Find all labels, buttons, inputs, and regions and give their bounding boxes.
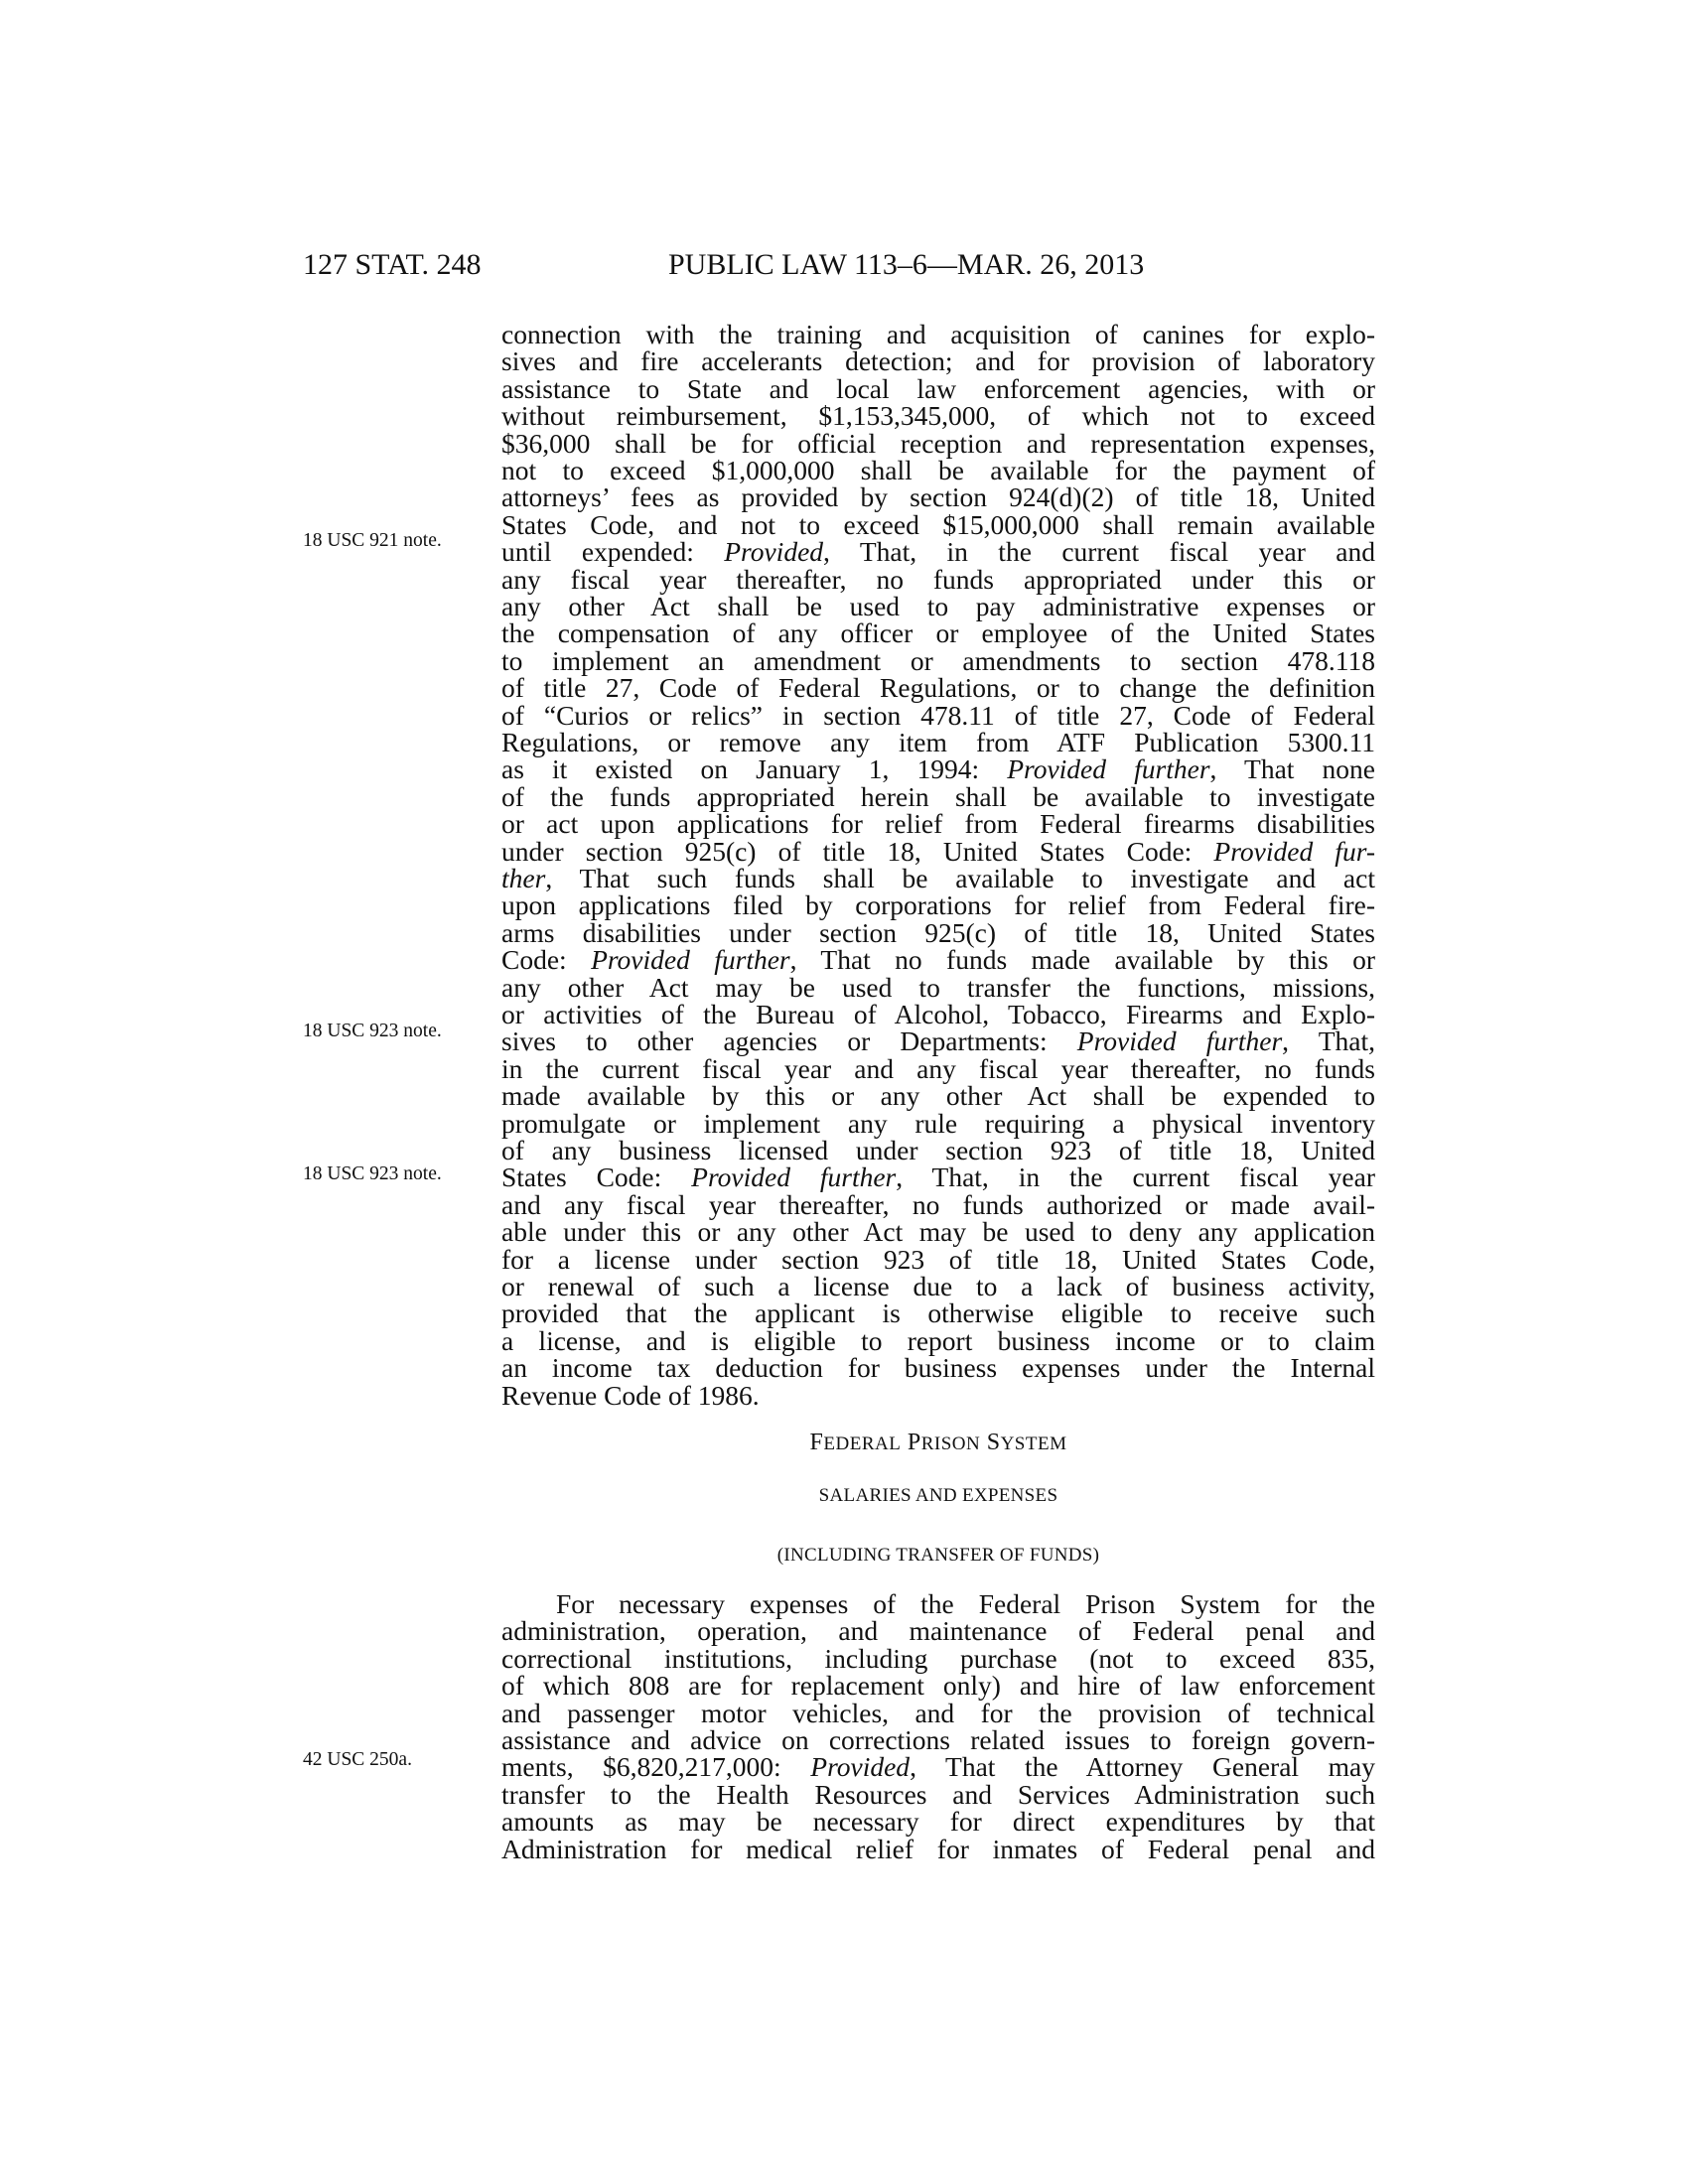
text-line: of which 808 are for replacement only) and hire of law enforcement <box>501 1670 1375 1702</box>
text-line: correctional institutions, including purchase (not to exceed 835, <box>501 1642 1375 1674</box>
text-line: States Code: Provided further, That, in the current fiscal year <box>501 1161 1375 1193</box>
text-line: of “Curios or relics” in section 478.11 of title 27, Code of Federal <box>501 699 1375 731</box>
text-line: ther, That such funds shall be available to investigate and act <box>501 863 1375 893</box>
running-title: PUBLIC LAW 113–6—MAR. 26, 2013 <box>668 248 1145 281</box>
text-line: assistance to State and local law enforcement agencies, with or <box>501 372 1375 404</box>
text-line: as it existed on January 1, 1994: Provided further, That none <box>501 753 1376 785</box>
text-line: the compensation of any officer or employee of the United States <box>501 617 1375 649</box>
text-line: able under this or any other Act may be used to deny any application <box>501 1216 1375 1248</box>
text-line: an income tax deduction for business expenses under the Internal <box>501 1352 1375 1384</box>
text-line: under section 925(c) of title 18, United States Code: Provided fur- <box>501 835 1375 867</box>
text-line: of the funds appropriated herein shall be available to investigate <box>501 780 1375 812</box>
text-line: attorneys’ fees as provided by section 924(d)(2) of title 18, United <box>501 481 1375 513</box>
text-line: arms disabilities under section 925(c) of title 18, United States <box>501 916 1375 948</box>
text-line: upon applications filed by corporations for relief from Federal fire- <box>501 889 1375 921</box>
account-subheading: (INCLUDING TRANSFER OF FUNDS) <box>776 1545 1100 1566</box>
text-line: or renewal of such a license due to a lack of business activity, <box>501 1271 1375 1301</box>
text-line: a license, and is eligible to report business income or to claim <box>501 1324 1375 1356</box>
text-line: amounts as may be necessary for direct expenditures by that <box>501 1806 1375 1838</box>
margin-note: 18 USC 923 note. <box>303 1021 442 1041</box>
page-header <box>303 248 1385 288</box>
text-line: and passenger motor vehicles, and for the provision of technical <box>501 1697 1375 1728</box>
text-line: made available by this or any other Act shall be expended to <box>501 1080 1375 1112</box>
account-heading: SALARIES AND EXPENSES <box>818 1485 1058 1506</box>
agency-heading: FEDERAL PRISON SYSTEM <box>809 1430 1067 1455</box>
statute-page-number: 127 STAT. 248 <box>303 248 482 281</box>
text-line: For necessary expenses of the Federal Prison System for the <box>556 1588 1375 1619</box>
text-line: Administration for medical relief for inmates of Federal penal and <box>501 1833 1375 1864</box>
text-line: connection with the training and acquisition of canines for explo- <box>501 319 1375 349</box>
text-line: sives and fire accelerants detection; and for provision of laboratory <box>501 345 1375 377</box>
text-line: in the current fiscal year and any fiscal year thereafter, no funds <box>501 1052 1375 1084</box>
text-line: not to exceed $1,000,000 shall be available for the payment of <box>501 455 1375 485</box>
text-line: of title 27, Code of Federal Regulations, or to change the definition <box>501 672 1375 704</box>
text-line: Code: Provided further, That no funds made available by this or <box>501 944 1375 976</box>
text-line: any other Act may be used to transfer the functions, missions, <box>501 971 1375 1003</box>
text-line: without reimbursement, $1,153,345,000, of which not to exceed <box>501 400 1375 432</box>
text-line: Regulations, or remove any item from ATF Publication 5300.11 <box>501 727 1375 757</box>
text-line: promulgate or implement any rule requiring a physical inventory <box>501 1107 1375 1139</box>
text-line: any other Act shall be used to pay administrative expenses or <box>501 591 1375 621</box>
margin-note: 42 USC 250a. <box>303 1749 412 1770</box>
text-line: of any business licensed under section 923 of title 18, United <box>501 1135 1375 1165</box>
text-line: or act upon applications for relief from Federal firearms disabilities <box>501 808 1375 840</box>
text-line: $36,000 shall be for official reception and representation expenses, <box>501 427 1375 459</box>
text-line: until expended: Provided, That, in the current fiscal year and <box>501 536 1375 568</box>
text-line: and any fiscal year thereafter, no funds authorized or made avail- <box>501 1188 1375 1220</box>
text-line: sives to other agencies or Departments: Provided further, That, <box>501 1025 1375 1057</box>
text-line: transfer to the Health Resources and Services Administration such <box>501 1778 1375 1810</box>
margin-note: 18 USC 921 note. <box>303 530 442 551</box>
text-line: to implement an amendment or amendments to section 478.118 <box>501 644 1375 676</box>
text-line: assistance and advice on corrections related issues to foreign govern- <box>501 1724 1375 1755</box>
text-line: Revenue Code of 1986. <box>501 1379 760 1411</box>
text-line: ments, $6,820,217,000: Provided, That the Attorney General may <box>501 1751 1375 1783</box>
text-line: States Code, and not to exceed $15,000,000 shall remain available <box>501 508 1375 540</box>
text-line: for a license under section 923 of title 18, United States Code, <box>501 1243 1375 1275</box>
text-line: or activities of the Bureau of Alcohol, Tobacco, Firearms and Explo- <box>501 999 1375 1029</box>
margin-note: 18 USC 923 note. <box>303 1163 442 1184</box>
text-line: provided that the applicant is otherwise eligible to receive such <box>501 1297 1375 1329</box>
text-line: administration, operation, and maintenance of Federal penal and <box>501 1615 1375 1647</box>
text-line: any fiscal year thereafter, no funds appropriated under this or <box>501 563 1375 595</box>
